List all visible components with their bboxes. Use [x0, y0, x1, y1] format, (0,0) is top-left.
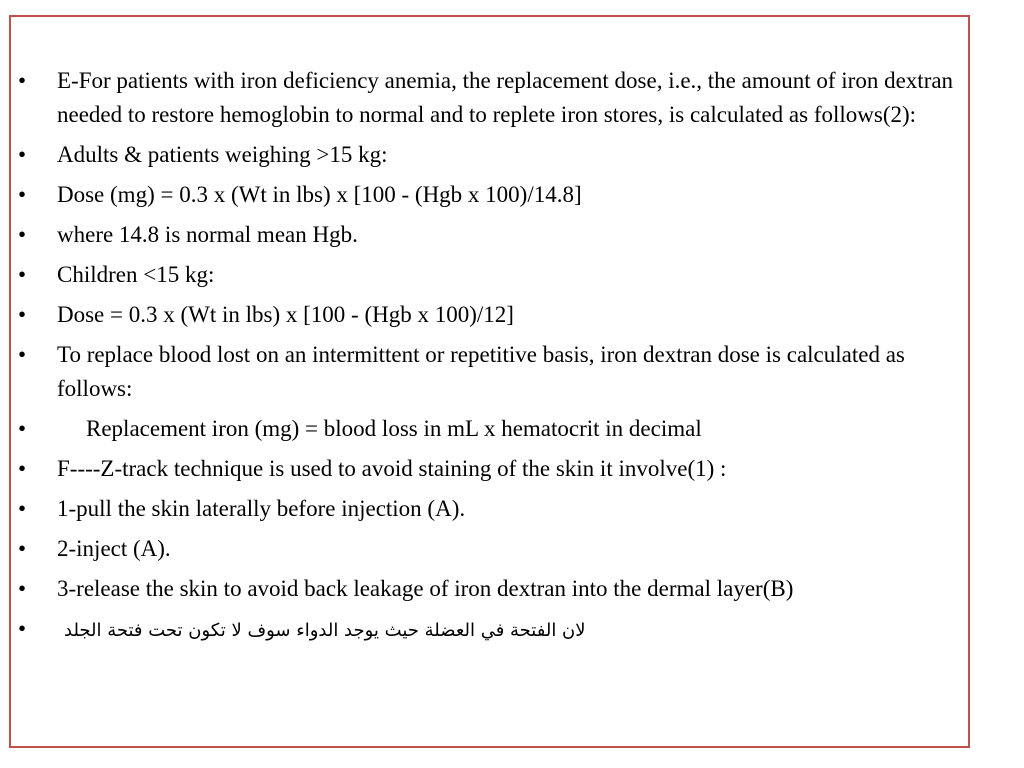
bullet-text: To replace blood lost on an intermittent or repetitive basis, iron dextran dose is calculated as follows: [57, 342, 905, 401]
bullet-list [14, 64, 959, 654]
list-item [14, 412, 959, 446]
bullet-icon: • [18, 416, 27, 441]
list-item [14, 492, 959, 526]
bullet-icon: • [18, 536, 27, 561]
bullet-icon: • [18, 456, 27, 481]
bullet-text: 2-inject (A). [57, 536, 171, 561]
bullet-icon: • [18, 142, 27, 167]
list-item [14, 532, 959, 566]
bullet-text: 1-pull the skin laterally before injection (A). [57, 496, 466, 521]
bullet-text-arabic: لان الفتحة في العضلة حيث يوجد الدواء سوف لا تكون تحت فتحة الجلد [64, 620, 586, 641]
bullet-icon: • [18, 342, 27, 367]
bullet-icon: • [18, 68, 27, 93]
bullet-icon: • [18, 616, 27, 641]
list-item [14, 64, 959, 132]
bullet-icon: • [18, 262, 27, 287]
list-item [14, 298, 959, 332]
bullet-text: Replacement iron (mg) = blood loss in mL x hematocrit in decimal [86, 416, 702, 441]
list-item [14, 338, 959, 406]
bullet-icon: • [18, 302, 27, 327]
bullet-text: 3-release the skin to avoid back leakage of iron dextran into the dermal layer(B) [57, 576, 794, 601]
list-item [14, 612, 959, 648]
list-item [14, 138, 959, 172]
list-item [14, 258, 959, 292]
list-item [14, 452, 959, 486]
bullet-text: E-For patients with iron deficiency anemia, the replacement dose, i.e., the amount of iron dextran needed to restore hemoglobin to normal and to replete iron stores, is calculated as follows(2): [57, 68, 954, 127]
bullet-icon: • [18, 576, 27, 601]
bullet-icon: • [18, 182, 27, 207]
bullet-text: Children <15 kg: [57, 262, 215, 287]
bullet-text: Dose (mg) = 0.3 x (Wt in lbs) x [100 - (Hgb x 100)/14.8] [57, 182, 582, 207]
bullet-text: Adults & patients weighing >15 kg: [57, 142, 388, 167]
bullet-text: Dose = 0.3 x (Wt in lbs) x [100 - (Hgb x 100)/12] [57, 302, 514, 327]
bullet-icon: • [18, 496, 27, 521]
bullet-icon: • [18, 222, 27, 247]
list-item [14, 218, 959, 252]
bullet-text: where 14.8 is normal mean Hgb. [57, 222, 358, 247]
list-item [14, 178, 959, 212]
bullet-text: F----Z-track technique is used to avoid staining of the skin it involve(1) : [57, 456, 727, 481]
list-item [14, 572, 959, 606]
